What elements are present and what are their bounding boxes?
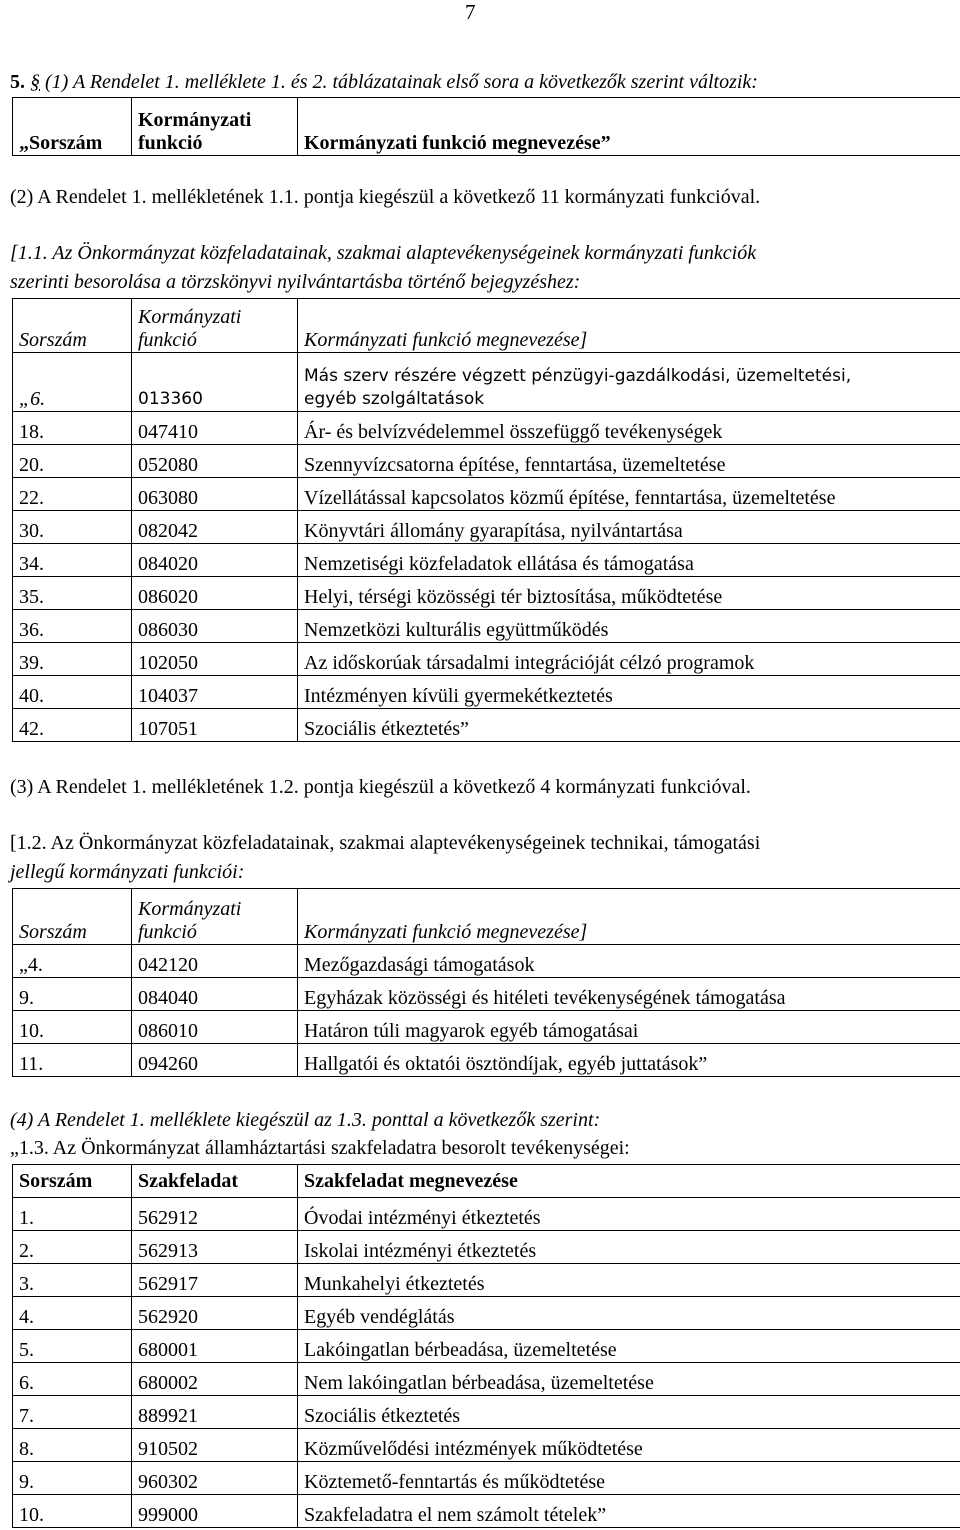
paragraph-2: (2) A Rendelet 1. mellékletének 1.1. pontja kiegészül a következő 11 kormányzati funkcióval. <box>10 186 761 208</box>
row-num: 42. <box>13 709 132 742</box>
row-code: 052080 <box>132 445 298 478</box>
section-number: 5. <box>10 71 30 93</box>
row-name: Vízellátással kapcsolatos közmű építése, fenntartása, üzemeltetése <box>298 478 960 511</box>
table-body <box>13 945 960 1077</box>
row-code: 013360 <box>132 353 298 412</box>
row-name: Iskolai intézményi étkeztetés <box>298 1231 960 1264</box>
row-num: 5. <box>13 1330 132 1363</box>
row-name: Szennyvízcsatorna építése, fenntartása, üzemeltetése <box>298 445 960 478</box>
row-name: Nem lakóingatlan bérbeadása, üzemeltetése <box>298 1363 960 1396</box>
row-code: 889921 <box>132 1396 298 1429</box>
row-name: Óvodai intézményi étkeztetés <box>298 1198 960 1231</box>
table-row <box>13 1231 960 1264</box>
row-name: Lakóingatlan bérbeadása, üzemeltetése <box>298 1330 960 1363</box>
row-num: 30. <box>13 511 132 544</box>
table-row <box>13 544 960 577</box>
table-row <box>13 1264 960 1297</box>
table-row <box>13 412 960 445</box>
row-num: 3. <box>13 1264 132 1297</box>
col-megnevezes: Kormányzati funkció megnevezése” <box>298 98 960 156</box>
row-name: Hallgatói és oktatói ösztöndíjak, egyéb juttatások” <box>298 1044 960 1077</box>
row-num: „4. <box>13 945 132 978</box>
row-name: Ár- és belvízvédelemmel összefüggő tevékenységek <box>298 412 960 445</box>
row-num: 9. <box>13 978 132 1011</box>
paragraph-3: (3) A Rendelet 1. mellékletének 1.2. pontja kiegészül a következő 4 kormányzati funkcióval. <box>10 776 751 798</box>
row-name: Szociális étkeztetés <box>298 1396 960 1429</box>
row-num: 22. <box>13 478 132 511</box>
row-code: 042120 <box>132 945 298 978</box>
row-code: 562920 <box>132 1297 298 1330</box>
row-num: 39. <box>13 643 132 676</box>
paragraph-sign: § <box>30 71 40 93</box>
row-code: 999000 <box>132 1495 298 1528</box>
row-code: 104037 <box>132 676 298 709</box>
row-code: 086010 <box>132 1011 298 1044</box>
block-1-2-line2: jellegű kormányzati funkciói: <box>10 861 245 883</box>
row-name: Határon túli magyarok egyéb támogatásai <box>298 1011 960 1044</box>
row-name: Köztemető-fenntartás és működtetése <box>298 1462 960 1495</box>
row-code: 084020 <box>132 544 298 577</box>
row-num: 35. <box>13 577 132 610</box>
table-row <box>13 1462 960 1495</box>
row-num: 7. <box>13 1396 132 1429</box>
table-row <box>13 945 960 978</box>
row-num: 6. <box>13 1363 132 1396</box>
row-code: 084040 <box>132 978 298 1011</box>
row-num: 9. <box>13 1462 132 1495</box>
row-code: 063080 <box>132 478 298 511</box>
col-funkcio: Kormányzati funkció <box>132 299 298 353</box>
row-code: 910502 <box>132 1429 298 1462</box>
row-code: 086030 <box>132 610 298 643</box>
col-szakfeladat: Szakfeladat <box>132 1165 298 1198</box>
row-name: Szociális étkeztetés” <box>298 709 960 742</box>
col-megnevezes: Kormányzati funkció megnevezése] <box>298 299 960 353</box>
block-1-1-line2: szerinti besorolása a törzskönyvi nyilvántartásba történő bejegyzéshez: <box>10 271 581 293</box>
table-row <box>13 577 960 610</box>
table-row <box>13 1297 960 1330</box>
table-row <box>13 1429 960 1462</box>
row-name: Egyházak közösségi és hitéleti tevékenységének támogatása <box>298 978 960 1011</box>
table-row <box>13 1495 960 1528</box>
table-row <box>13 445 960 478</box>
table-row <box>13 643 960 676</box>
table-row <box>13 478 960 511</box>
row-num: 8. <box>13 1429 132 1462</box>
table-header-change <box>12 97 960 156</box>
row-num: 18. <box>13 412 132 445</box>
row-name: Könyvtári állomány gyarapítása, nyilvántartása <box>298 511 960 544</box>
row-name: Közművelődési intézmények működtetése <box>298 1429 960 1462</box>
col-sorszam: „Sorszám <box>13 98 132 156</box>
col-sorszam: Sorszám <box>13 299 132 353</box>
row-name: Nemzetközi kulturális együttműködés <box>298 610 960 643</box>
table-row <box>13 1396 960 1429</box>
table-row <box>13 353 960 412</box>
col-szakfeladat-megnevezese: Szakfeladat megnevezése <box>298 1165 960 1198</box>
paragraph-4: (4) A Rendelet 1. melléklete kiegészül az 1.3. ponttal a következők szerint: <box>10 1109 601 1131</box>
row-name: Mezőgazdasági támogatások <box>298 945 960 978</box>
row-name: Nemzetiségi közfeladatok ellátása és támogatása <box>298 544 960 577</box>
row-code: 680001 <box>132 1330 298 1363</box>
row-name: Az időskorúak társadalmi integrációját célzó programok <box>298 643 960 676</box>
table-row <box>13 98 960 156</box>
section-5-lead <box>10 70 758 94</box>
row-code: 082042 <box>132 511 298 544</box>
row-num: 36. <box>13 610 132 643</box>
table-row <box>13 1330 960 1363</box>
row-code: 094260 <box>132 1044 298 1077</box>
row-num: 4. <box>13 1297 132 1330</box>
page-number: 7 <box>465 0 476 24</box>
row-num: 10. <box>13 1011 132 1044</box>
block-1-2-line1: [1.2. Az Önkormányzat közfeladatainak, szakmai alaptevékenységeinek technikai, támogatási <box>10 832 761 854</box>
row-name: Munkahelyi étkeztetés <box>298 1264 960 1297</box>
row-code: 562917 <box>132 1264 298 1297</box>
row-name: Egyéb vendéglátás <box>298 1297 960 1330</box>
table-row <box>13 1011 960 1044</box>
row-name: Más szerv részére végzett pénzügyi-gazdálkodási, üzemeltetési, egyéb szolgáltatások <box>298 353 960 412</box>
table-row <box>13 978 960 1011</box>
table-row <box>13 1363 960 1396</box>
row-code: 047410 <box>132 412 298 445</box>
row-code: 562913 <box>132 1231 298 1264</box>
col-funkcio: Kormányzati funkció <box>132 889 298 945</box>
table-body <box>13 412 960 742</box>
section-5-text: (1) A Rendelet 1. melléklete 1. és 2. táblázatainak első sora a következők szerint változik: <box>40 71 758 93</box>
block-1-3: „1.3. Az Önkormányzat államháztartási szakfeladatra besorolt tevékenységei: <box>10 1137 630 1159</box>
row-num: 20. <box>13 445 132 478</box>
col-megnevezes: Kormányzati funkció megnevezése] <box>298 889 960 945</box>
table-kormanyzati-funkciok-1-1 <box>12 298 960 742</box>
row-code: 107051 <box>132 709 298 742</box>
table-header-row <box>13 299 960 353</box>
row-code: 102050 <box>132 643 298 676</box>
row-num: 1. <box>13 1198 132 1231</box>
table-kormanyzati-funkciok-1-2 <box>12 888 960 1077</box>
row-code: 680002 <box>132 1363 298 1396</box>
row-num: 34. <box>13 544 132 577</box>
table-row <box>13 709 960 742</box>
table-row <box>13 1198 960 1231</box>
row-num: 40. <box>13 676 132 709</box>
row-code: 562912 <box>132 1198 298 1231</box>
table-row <box>13 1044 960 1077</box>
row-num: 2. <box>13 1231 132 1264</box>
row-num: 10. <box>13 1495 132 1528</box>
col-sorszam: Sorszám <box>13 889 132 945</box>
table-row <box>13 676 960 709</box>
table-header-row <box>13 889 960 945</box>
row-name: Helyi, térségi közösségi tér biztosítása, működtetése <box>298 577 960 610</box>
row-code: 086020 <box>132 577 298 610</box>
row-name: Intézményen kívüli gyermekétkeztetés <box>298 676 960 709</box>
table-header-row <box>13 1165 960 1198</box>
col-sorszam: Sorszám <box>13 1165 132 1198</box>
row-name: Szakfeladatra el nem számolt tételek” <box>298 1495 960 1528</box>
table-szakfeladatok <box>12 1164 960 1528</box>
row-num: 11. <box>13 1044 132 1077</box>
table-row <box>13 610 960 643</box>
row-num: „6. <box>13 353 132 412</box>
row-code: 960302 <box>132 1462 298 1495</box>
table-row <box>13 511 960 544</box>
table-body <box>13 1198 960 1528</box>
col-funkcio: Kormányzati funkció <box>132 98 298 156</box>
block-1-1-line1: [1.1. Az Önkormányzat közfeladatainak, szakmai alaptevékenységeinek kormányzati funkciók <box>10 242 757 264</box>
